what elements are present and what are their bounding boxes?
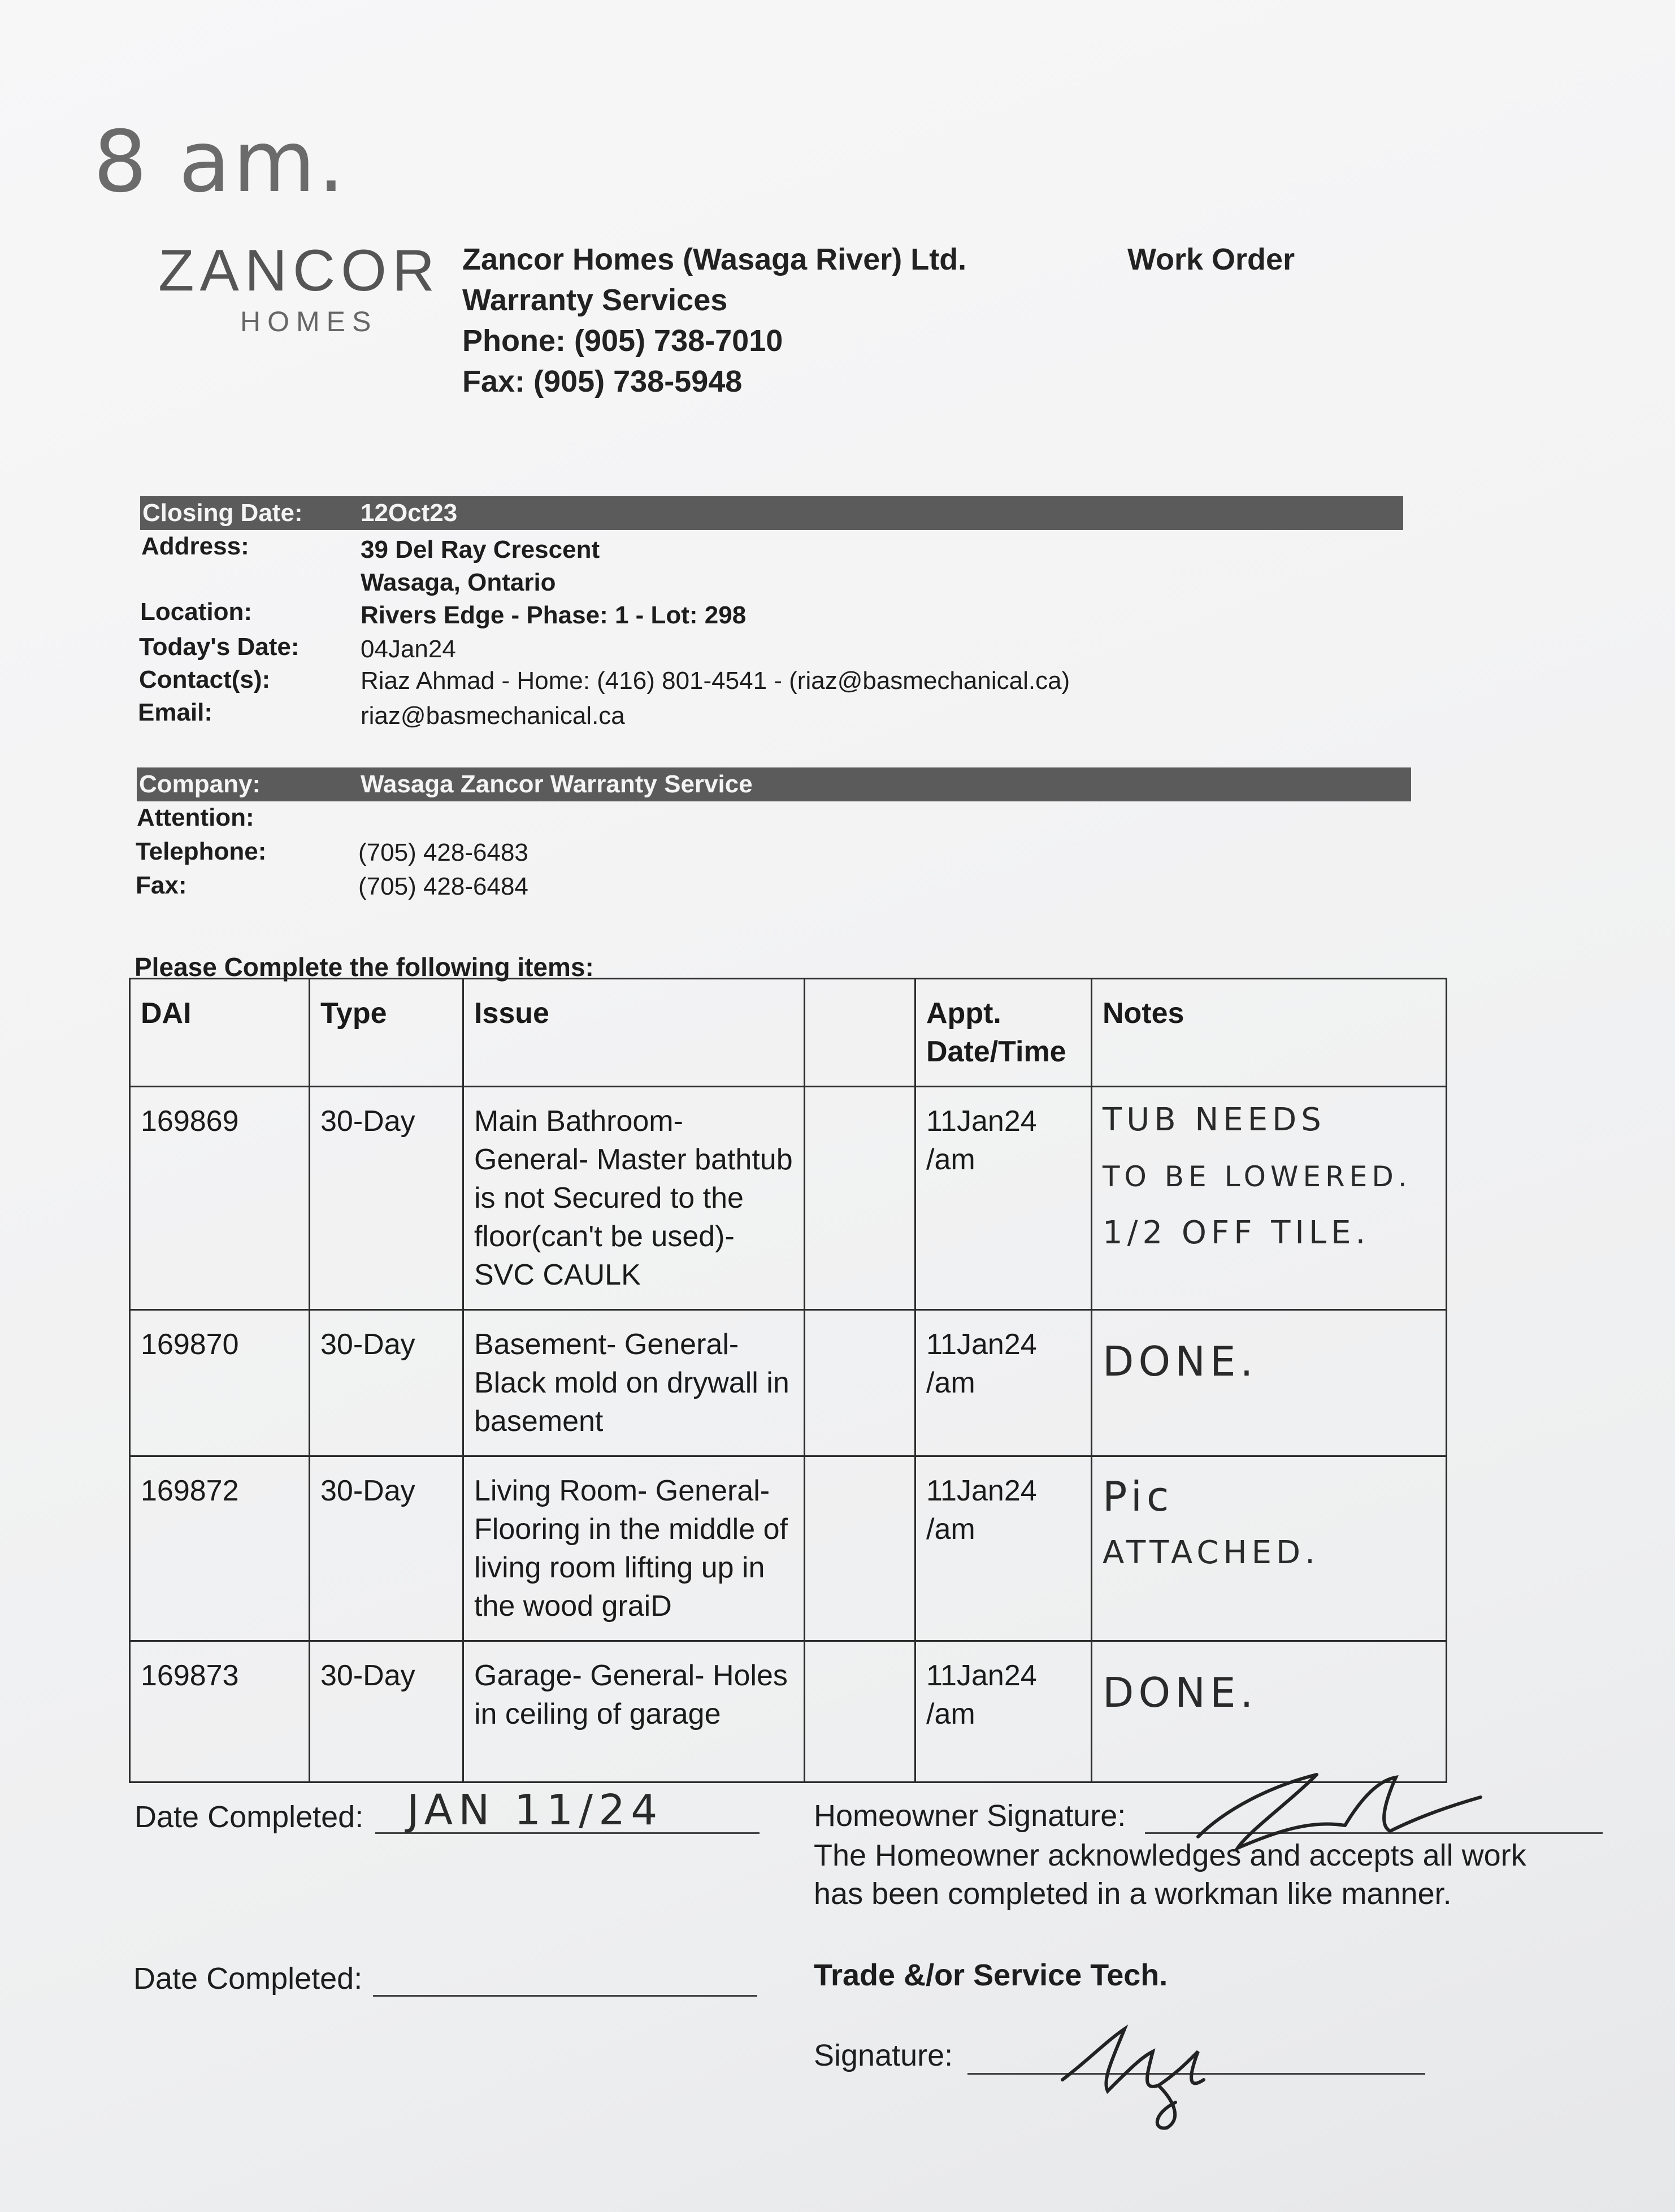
document-title: Work Order [1127, 242, 1295, 276]
row-appt-time: /am [926, 1698, 975, 1730]
row-issue: Garage- General- Holes in ceiling of garage [463, 1641, 805, 1782]
row-type: 30-Day [310, 1641, 463, 1782]
date-completed-label-2: Date Completed: [133, 1962, 363, 1996]
row-appt [915, 1641, 1092, 1782]
row-blank [805, 1087, 915, 1310]
location-value: Rivers Edge - Phase: 1 - Lot: 298 [361, 601, 747, 629]
company-label: Company: [139, 770, 261, 798]
row-issue: Basement- General- Black mold on drywall in basement [463, 1310, 805, 1456]
header-issue: Issue [463, 979, 805, 1087]
contacts-label: Contact(s): [139, 666, 271, 693]
handwritten-time: 8 am. [93, 113, 347, 211]
table-row [130, 1456, 1447, 1641]
row-notes [1092, 1456, 1447, 1641]
row-appt [915, 1456, 1092, 1641]
telephone-value: (705) 428-6483 [358, 839, 528, 866]
row-dai: 169873 [130, 1641, 310, 1782]
row-issue: Main Bathroom- General- Master bathtub is not Secured to the floor(can't be used)-SVC CAULK [463, 1087, 805, 1310]
header-type: Type [310, 979, 463, 1087]
company-bar [137, 767, 1411, 801]
row-issue: Living Room- General- Flooring in the middle of living room lifting up in the wood graiD [463, 1456, 805, 1641]
handwritten-date-completed: JAN 11/24 [407, 1786, 663, 1834]
fax-value: (705) 428-6484 [358, 873, 528, 900]
tech-signature [1045, 2018, 1249, 2136]
row-appt-date: 11Jan24 [926, 1105, 1037, 1138]
handwritten-note-line: 1/2 OFF TILE. [1103, 1215, 1370, 1251]
row-dai: 169870 [130, 1310, 310, 1456]
company-logo-name: ZANCOR [158, 238, 441, 303]
handwritten-note-line: Pic [1103, 1473, 1174, 1520]
header-appt [915, 979, 1092, 1087]
header-notes: Notes [1092, 979, 1447, 1087]
row-appt [915, 1310, 1092, 1456]
company-name: Zancor Homes (Wasaga River) Ltd. [462, 242, 967, 276]
row-dai: 169869 [130, 1087, 310, 1310]
fax-label: Fax: [136, 871, 187, 899]
row-appt [915, 1087, 1092, 1310]
company-fax: Fax: (905) 738-5948 [462, 365, 743, 398]
handwritten-note-line: TUB NEEDS [1103, 1101, 1326, 1138]
header-appt-line1: Appt. [926, 997, 1001, 1030]
row-appt-date: 11Jan24 [926, 1659, 1037, 1692]
row-appt-date: 11Jan24 [926, 1328, 1037, 1361]
handwritten-note-line: DONE. [1103, 1338, 1258, 1385]
signature-label: Signature: [814, 2038, 953, 2072]
company-logo-sub: HOMES [240, 306, 378, 337]
header-dai: DAI [130, 979, 310, 1087]
company-phone: Phone: (905) 738-7010 [462, 324, 783, 358]
closing-date-label: Closing Date: [142, 499, 303, 527]
row-appt-time: /am [926, 1367, 975, 1399]
row-notes [1092, 1310, 1447, 1456]
handwritten-note-line: TO BE LOWERED. [1103, 1160, 1412, 1193]
row-appt-date: 11Jan24 [926, 1474, 1037, 1507]
trade-service-tech-label: Trade &/or Service Tech. [814, 1958, 1168, 1992]
homeowner-signature-label: Homeowner Signature: [814, 1799, 1126, 1833]
attention-label: Attention: [137, 804, 254, 831]
contacts-value: Riaz Ahmad - Home: (416) 801-4541 - (riaz@basmechanical.ca) [361, 667, 1070, 695]
table-row [130, 1641, 1447, 1782]
closing-date-bar [140, 496, 1403, 530]
header-appt-line2: Date/Time [926, 1035, 1066, 1068]
todays-date-label: Today's Date: [139, 633, 300, 661]
row-notes [1092, 1087, 1447, 1310]
table-intro: Please Complete the following items: [134, 952, 594, 982]
email-value: riaz@basmechanical.ca [361, 702, 625, 730]
date-completed-label: Date Completed: [134, 1800, 364, 1834]
row-blank [805, 1641, 915, 1782]
row-appt-time: /am [926, 1143, 975, 1176]
homeowner-acknowledgement-line2: has been completed in a workman like manner. [814, 1877, 1452, 1911]
row-type: 30-Day [310, 1087, 463, 1310]
row-appt-time: /am [926, 1513, 975, 1546]
row-blank [805, 1310, 915, 1456]
todays-date-value: 04Jan24 [361, 635, 456, 663]
table-row [130, 1087, 1447, 1310]
company-value: Wasaga Zancor Warranty Service [361, 770, 753, 798]
row-dai: 169872 [130, 1456, 310, 1641]
homeowner-acknowledgement-line1: The Homeowner acknowledges and accepts all work [814, 1838, 1526, 1872]
address-line1: 39 Del Ray Crescent [361, 536, 600, 563]
header-blank [805, 979, 915, 1087]
handwritten-note-line: ATTACHED. [1103, 1534, 1320, 1571]
row-type: 30-Day [310, 1456, 463, 1641]
closing-date-value: 12Oct23 [361, 499, 458, 527]
work-order-table [129, 978, 1447, 1783]
address-label: Address: [141, 532, 249, 560]
department-name: Warranty Services [462, 283, 728, 317]
table-header-row [130, 979, 1447, 1087]
handwritten-note-line: DONE. [1103, 1669, 1258, 1716]
date-completed-line-2 [373, 1995, 757, 1997]
address-line2: Wasaga, Ontario [361, 569, 556, 596]
row-blank [805, 1456, 915, 1641]
telephone-label: Telephone: [136, 838, 267, 865]
location-label: Location: [140, 598, 252, 626]
table-row [130, 1310, 1447, 1456]
row-notes [1092, 1641, 1447, 1782]
email-label: Email: [138, 699, 213, 726]
row-type: 30-Day [310, 1310, 463, 1456]
